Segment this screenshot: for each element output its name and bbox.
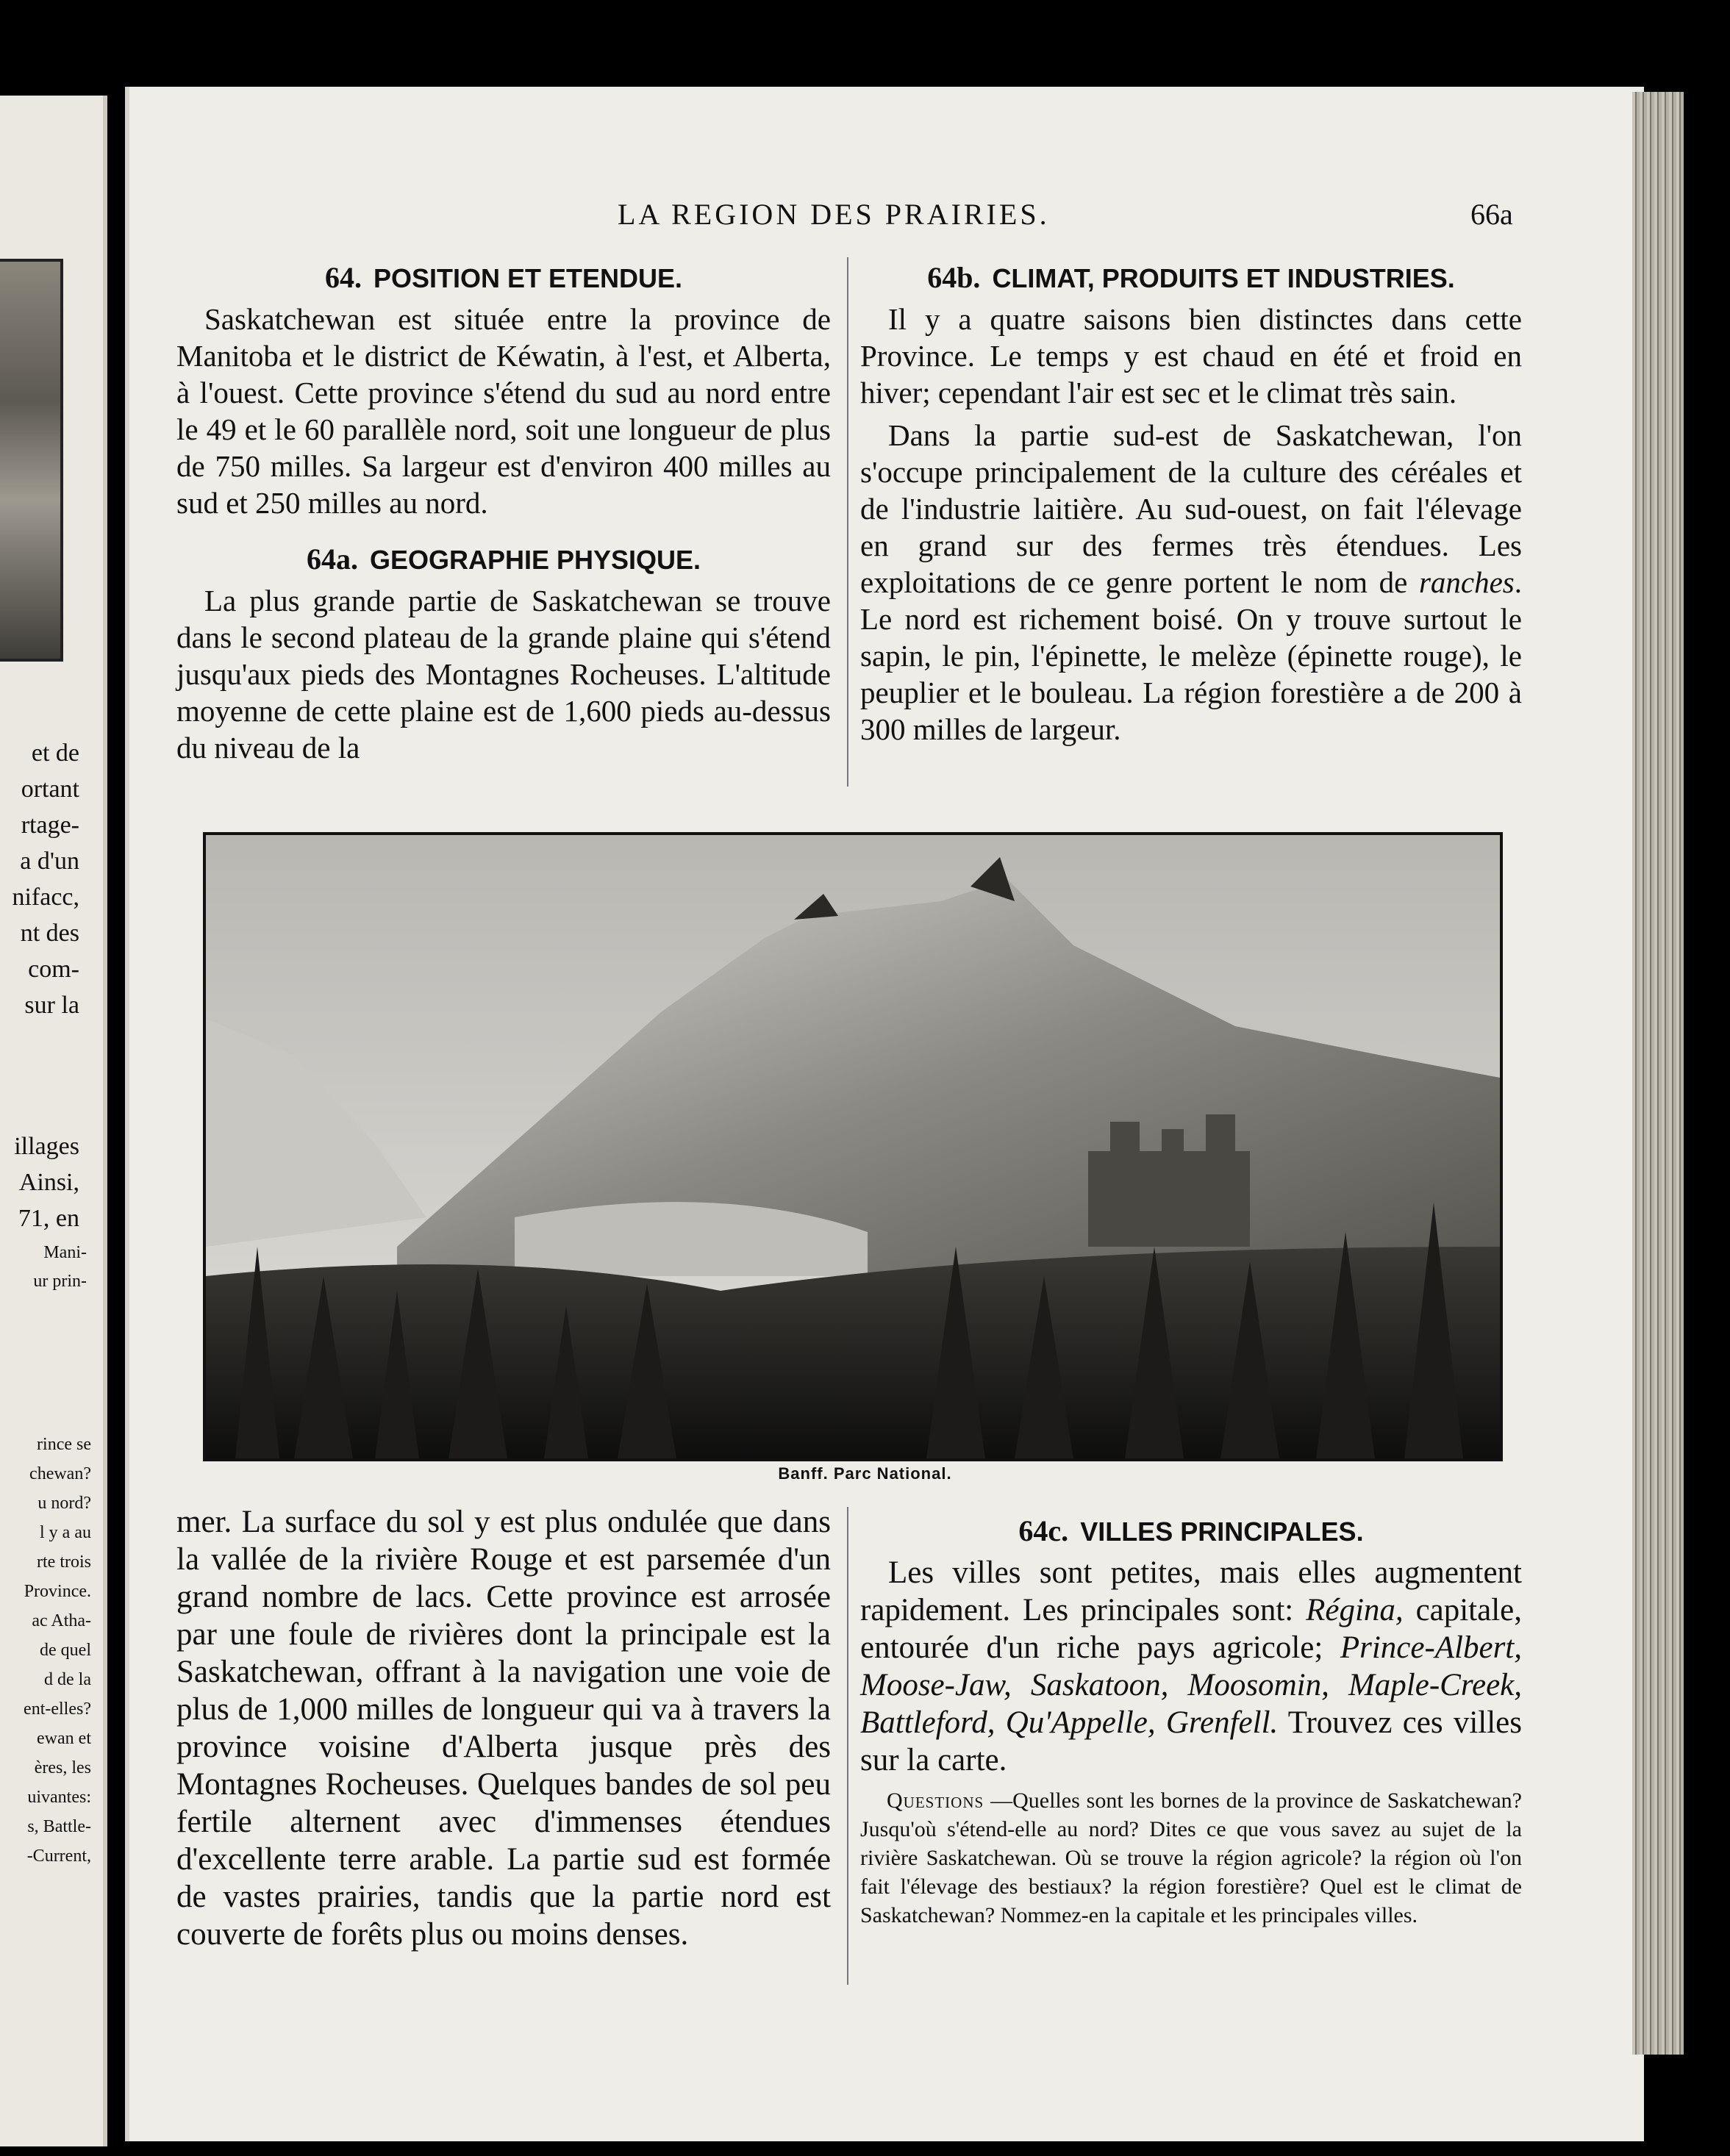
section-heading-64c [860, 1514, 1522, 1548]
facing-text-block-2 [0, 1128, 79, 1236]
section-paragraph [860, 1554, 1522, 1779]
landscape-image [206, 835, 1500, 1458]
section-heading-64b [860, 260, 1522, 295]
facing-text-line: uivantes: [27, 1788, 91, 1807]
facing-text-line: d de la [44, 1670, 91, 1689]
page-number: 66a [1470, 198, 1513, 231]
section-number: 64c. [1018, 1514, 1069, 1547]
facing-text-line: chewan? [29, 1464, 91, 1483]
facing-text-line: rince se [37, 1435, 91, 1454]
facing-text-line: rte trois [37, 1552, 91, 1572]
facing-text-line: de quel [40, 1641, 91, 1660]
facing-text-line: l y a au [40, 1523, 91, 1542]
questions-label: Questions [887, 1788, 984, 1813]
italic-term: ranches [1418, 565, 1515, 599]
facing-text-line: Province. [24, 1582, 91, 1601]
facing-text-line: sur la [24, 992, 79, 1019]
facing-text-line: rtage- [21, 812, 79, 839]
facing-text-line: nifacc, [12, 884, 79, 911]
photo-caption: Banff. Parc National. [778, 1464, 952, 1483]
facing-text-line: -Current, [26, 1847, 91, 1866]
facing-text-line: ewan et [37, 1729, 91, 1748]
facing-text-line: Mani- [43, 1243, 87, 1262]
section-paragraph [860, 417, 1522, 748]
facing-text-line: ac Atha- [32, 1611, 91, 1630]
section-heading-64 [176, 260, 831, 295]
column-rule-bottom [847, 1507, 848, 1985]
text-run: capitale, entourée d'un riche pays agricole; [860, 1593, 1522, 1665]
facing-text-line: ur prin- [33, 1272, 87, 1291]
italic-city-list: Prince-Albert, Moose-Jaw, Saskatoon, Moosomin, Maple-Creek, Battleford, Qu'Appelle, Grenfell. [860, 1630, 1522, 1740]
text-run: Trouvez ces villes sur la carte. [860, 1705, 1522, 1777]
running-head: LA REGION DES PRAIRIES. [618, 198, 1050, 231]
section-title: GEOGRAPHIE PHYSIQUE. [369, 545, 701, 575]
facing-text-block-3 [0, 1239, 87, 1296]
banff-photograph [203, 832, 1503, 1461]
section-number: 64a. [306, 542, 358, 576]
section-heading-64a [176, 542, 831, 576]
facing-text-line: ortant [21, 776, 79, 803]
questions-text: —Quelles sont les bornes de la province de Saskatchewan? Jusqu'où s'étend-elle au nord? Dites ce que vous savez au sujet de la rivière Saskatchewan. Où se trouve la région agricole? la région où l'on fait l'élevage des bestiaux? la région forestière? Quel est le climat de Saskatchewan? Nommez-en la capitale et les principales villes. [860, 1788, 1522, 1927]
facing-page-photo [0, 259, 63, 662]
column-left-bottom [176, 1503, 831, 1959]
column-rule-top [847, 257, 848, 787]
column-right-top [860, 250, 1522, 753]
column-right-bottom [860, 1503, 1522, 1952]
section-title: POSITION ET ETENDUE. [373, 263, 683, 293]
facing-text-line: illages [14, 1133, 79, 1160]
facing-text-line: 71, en [18, 1205, 79, 1232]
facing-text-line: et de [31, 739, 79, 767]
page-edges [1632, 92, 1684, 2055]
facing-text-line: ent-elles? [24, 1700, 91, 1719]
facing-text-line: nt des [20, 920, 79, 947]
questions-block [860, 1786, 1522, 1930]
italic-city: Régina, [1306, 1593, 1404, 1627]
facing-page-fragment [0, 96, 107, 2146]
column-left-top [176, 250, 831, 772]
section-title: CLIMAT, PRODUITS ET INDUSTRIES. [992, 263, 1455, 293]
text-run: Les villes sont petites, mais elles augmentent rapidement. Les principales sont: [860, 1555, 1522, 1627]
facing-text-line: com- [28, 956, 79, 983]
facing-text-block-1 [0, 735, 79, 1023]
facing-text-block-4 [0, 1430, 91, 1871]
facing-text-line: Ainsi, [18, 1169, 79, 1196]
facing-text-line: ères, les [34, 1758, 91, 1777]
text-run: Dans la partie sud-est de Saskatchewan, l'on s'occupe principalement de la culture des céréales et de l'industrie laitière. Au sud-ouest, on fait l'élevage en grand sur des fermes très étendues. Les exploitations de ce genre portent le nom de [860, 418, 1522, 599]
section-paragraph: La plus grande partie de Saskatchewan se trouve dans le second plateau de la grande plaine qui s'étend jusqu'aux pieds des Montagnes Rocheuses. L'altitude moyenne de cette plaine est de 1,600 pieds au-dessus du niveau de la [176, 584, 831, 764]
section-title: VILLES PRINCIPALES. [1080, 1516, 1364, 1547]
facing-text-line: s, Battle- [27, 1817, 91, 1836]
section-paragraph: Il y a quatre saisons bien distinctes dans cette Province. Le temps y est chaud en été et froid en hiver; cependant l'air est sec et le climat très sain. [860, 302, 1522, 409]
section-paragraph: Saskatchewan est située entre la province de Manitoba et le district de Kéwatin, à l'est, et Alberta, à l'ouest. Cette province s'étend du sud au nord entre le 49 et le 60 parallèle nord, soit une longueur de plus de 750 milles. Sa largeur est d'environ 400 milles au sud et 250 milles au nord. [176, 302, 831, 520]
text-run: . Le nord est richement boisé. On y trouve surtout le sapin, le pin, l'épinette, le melèze (épinette rouge), le peuplier et le bouleau. La région forestière a de 200 à 300 milles de largeur. [860, 565, 1522, 746]
section-number: 64b. [927, 261, 981, 294]
facing-text-line: u nord? [37, 1494, 91, 1513]
facing-text-line: a d'un [20, 848, 79, 875]
section-number: 64. [324, 261, 362, 294]
section-paragraph-continued: mer. La surface du sol y est plus ondulée que dans la vallée de la rivière Rouge et est parsemée d'un grand nombre de lacs. Cette province est arrosée par une foule de rivières dont la principale est la Saskatchewan, offrant à la navigation une voie de plus de 1,000 milles de longueur qui va à travers la province voisine d'Alberta jusque près des Montagnes Rocheuses. Quelques bandes de sol peu fertile alternent avec d'immenses étendues d'excellente terre arable. La partie sud est formée de vastes prairies, tandis que la partie nord est couverte de forêts plus ou moins denses. [176, 1505, 831, 1952]
